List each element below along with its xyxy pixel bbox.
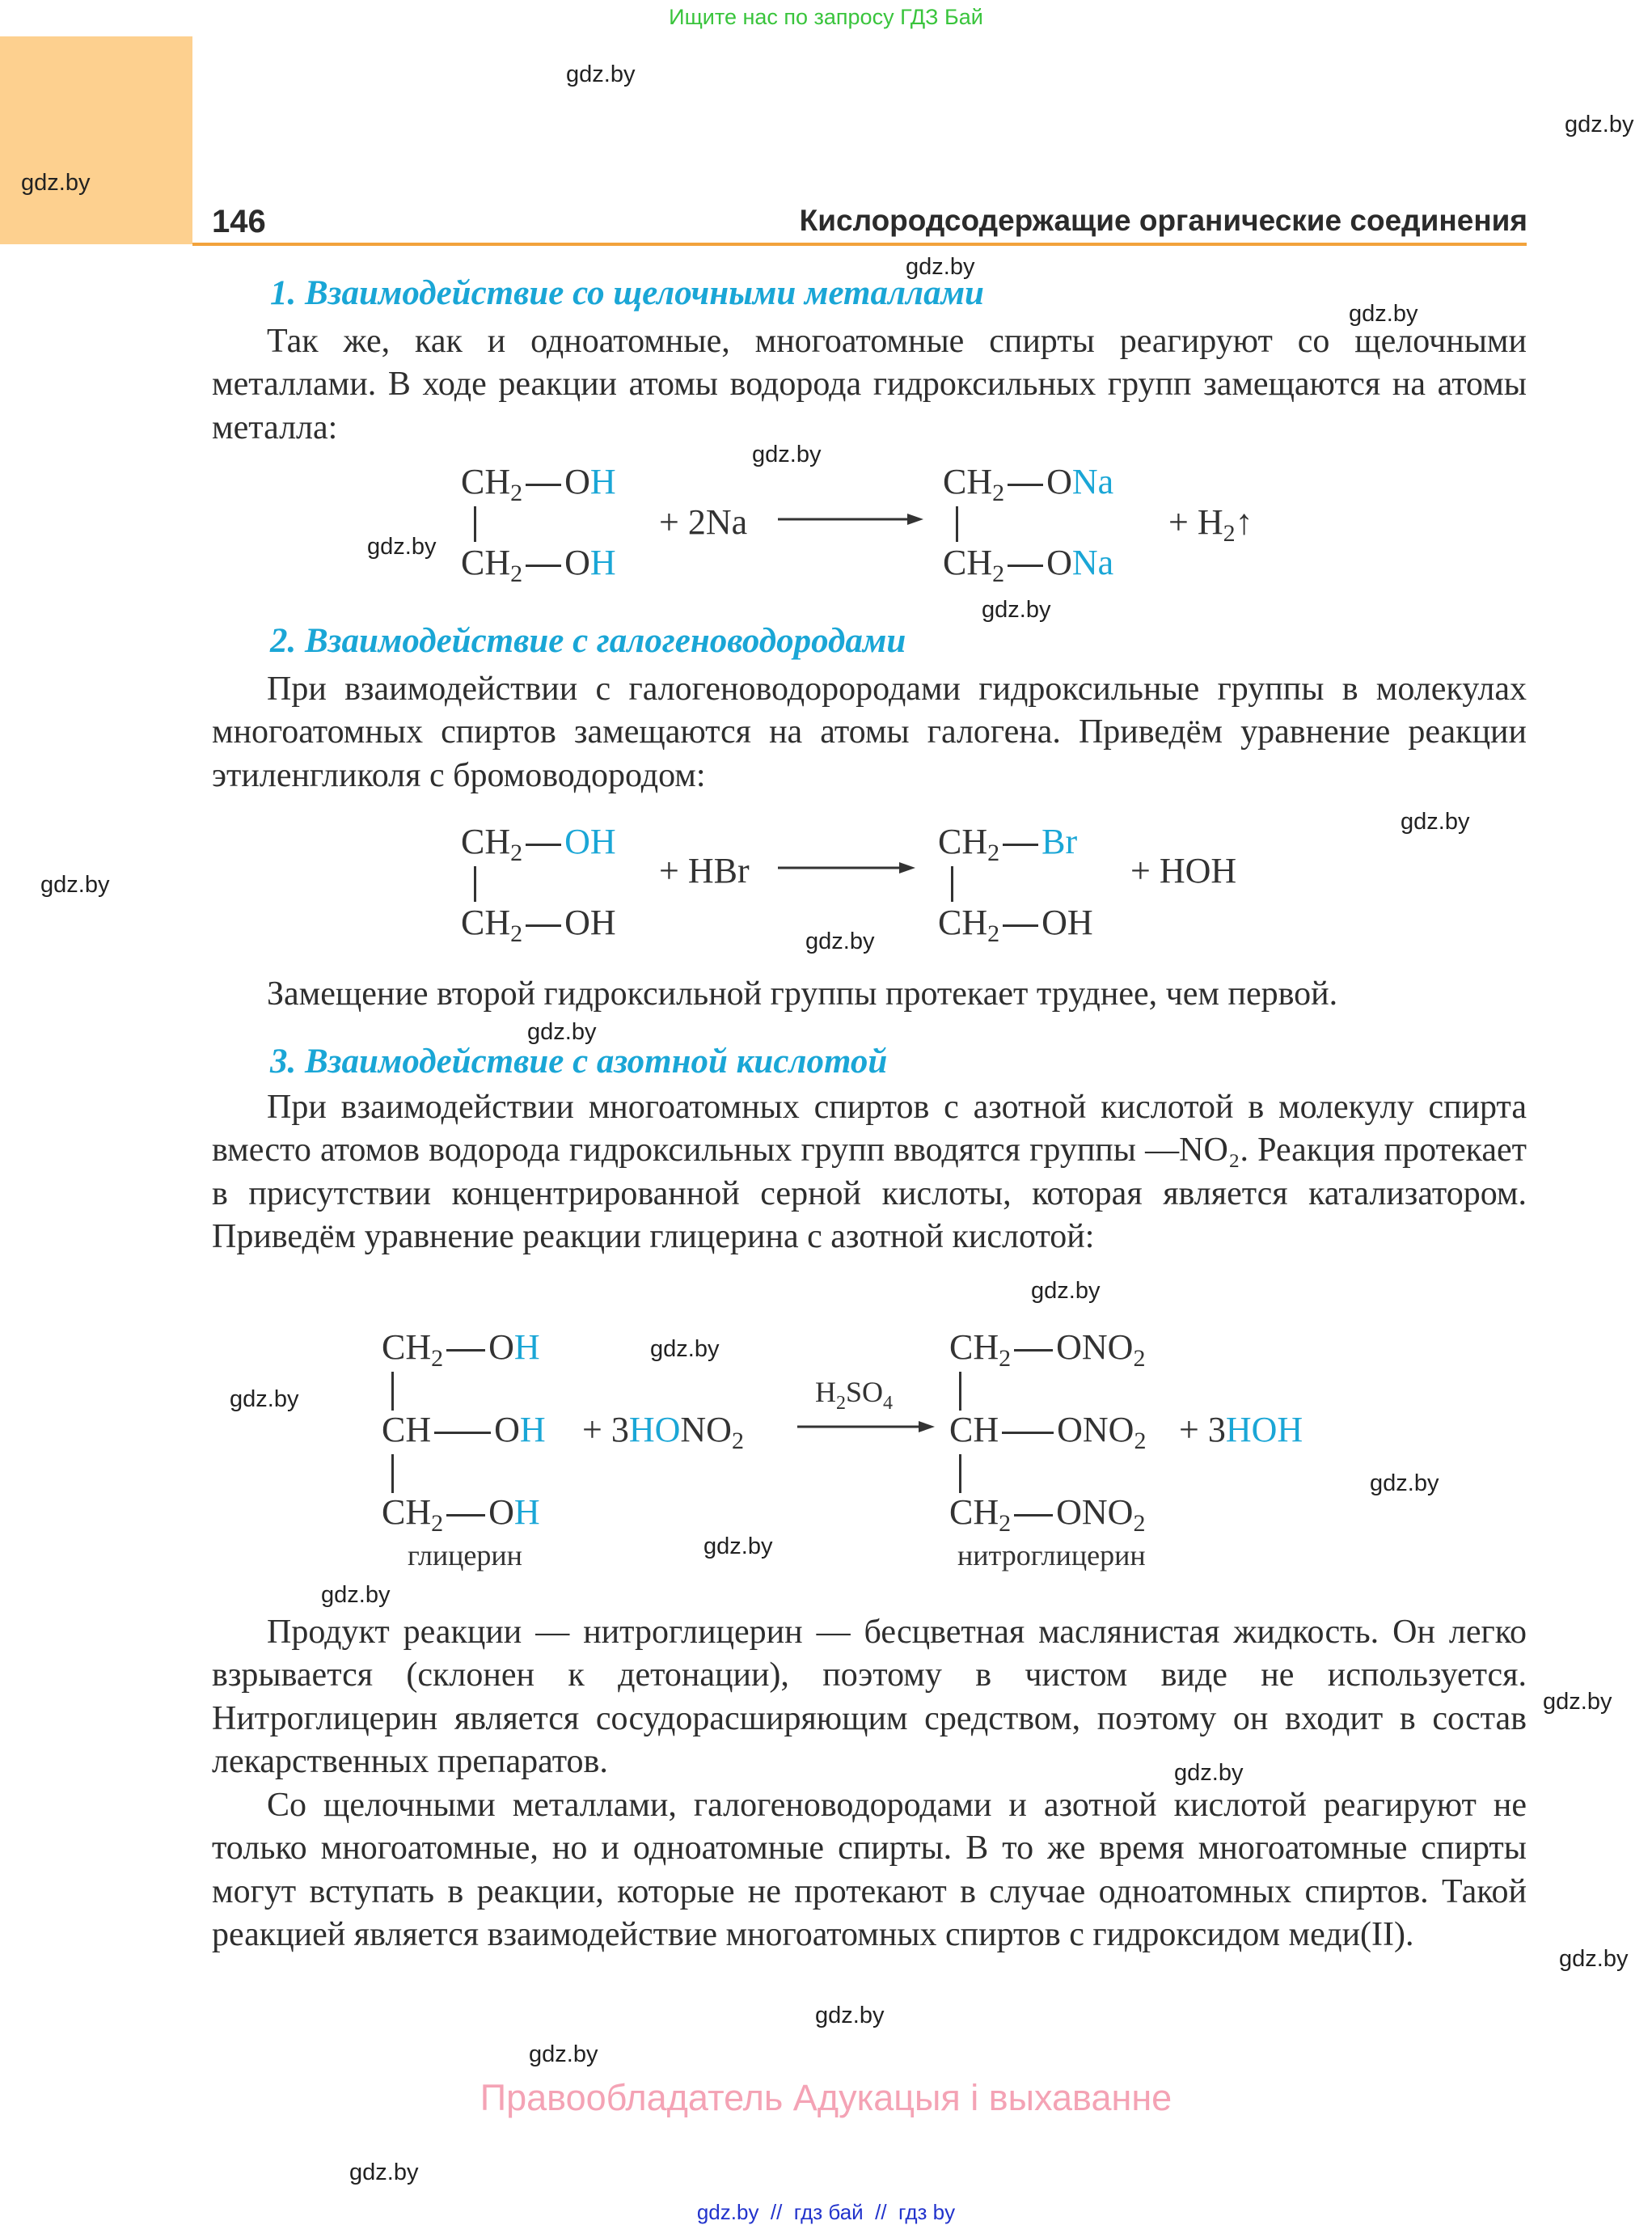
reactant-bottom: $CH_2$ OH xyxy=(461,543,616,587)
watermark: gdz.by xyxy=(703,1533,773,1559)
reagent-na: + 2Na xyxy=(659,502,748,542)
rights-holder: Правообладатель Адукацыя і выхаванне xyxy=(480,2077,1172,2118)
top-banner: Ищите нас по запросу ГДЗ Бай xyxy=(669,5,983,29)
paragraph-text: При взаимодействии многоатомных спиртов с азотной кислотой в молекулу спирта вместо атомов водорода гидроксильных групп вводятся группы —NO₂. Реакция протекает в присутствии концентрированной серной кислоты, которая является катализатором. Приведём уравнение реакции глицерина с азотной кислотой: xyxy=(212,1089,1527,1255)
byproduct-water: + 3HOH xyxy=(1179,1410,1303,1449)
reaction-2 xyxy=(461,821,1270,950)
watermark: gdz.by xyxy=(529,2041,598,2067)
page-title: Кислородсодержащие органические соединения xyxy=(799,204,1527,237)
reagent-nitric-acid: + $3HONO_2$ xyxy=(582,1410,744,1454)
nitroglycerin-c2: CH $ONO_2$ xyxy=(949,1410,1147,1454)
nitroglycerin-c3: $CH_2$ $ONO_2$ xyxy=(949,1492,1146,1537)
catalyst-h2so4: $H_2SO_4$ xyxy=(815,1376,894,1414)
watermark: gdz.by xyxy=(815,2003,885,2028)
paragraph-text: Со щелочными металлами, галогеноводородами и азотной кислотой реагируют не только многоатомные, но и одноатомные спирты. В то же время многоатомные спирты могут вступать в реакции, которые не протекают в случае одноатомных спиртов. Такой реакцией является взаимодействие многоатомных спиртов с гидроксидом меди(II). xyxy=(212,1787,1527,1953)
watermark: gdz.by xyxy=(1349,301,1418,327)
paragraph-text: Продукт реакции — нитроглицерин — бесцветная маслянистая жидкость. Он легко взрывается (склонен к детонации), поэтому в чистом виде не используется. Нитроглицерин является сосудорасширяющим средством, поэтому он входит в состав лекарственных препаратов. xyxy=(212,1614,1527,1780)
watermark: gdz.by xyxy=(367,534,437,560)
header-rule xyxy=(192,243,1527,246)
reaction-arrow xyxy=(797,1419,935,1435)
reaction-note: Замещение второй гидроксильной группы протекает труднее, чем первой. xyxy=(267,975,1338,1013)
watermark: gdz.by xyxy=(650,1336,720,1362)
watermark: gdz.by xyxy=(1370,1470,1439,1496)
product-bottom: $CH_2$ ONa xyxy=(943,543,1114,587)
watermark: gdz.by xyxy=(982,597,1051,623)
section-paragraph-3 xyxy=(212,1086,1527,1258)
label-nitroglycerin: нитроглицерин xyxy=(957,1539,1146,1571)
glycerin-c1: $CH_2$ OH xyxy=(382,1327,540,1372)
reaction-3 xyxy=(382,1326,1352,1585)
watermark: gdz.by xyxy=(1174,1760,1244,1786)
watermark: gdz.by xyxy=(321,1582,391,1608)
reagent-hbr: + HBr xyxy=(659,851,750,890)
watermark: gdz.by xyxy=(527,1019,597,1045)
bottom-links-text[interactable]: gdz.by // гдз бай // гдз by xyxy=(696,2200,956,2224)
closing-paragraph-2 xyxy=(212,1784,1527,1956)
page-number: 146 xyxy=(212,204,266,239)
watermark: gdz.by xyxy=(1401,809,1470,835)
watermark: gdz.by xyxy=(1031,1278,1101,1304)
glycol-top: $CH_2$ OH xyxy=(461,822,616,866)
nitroglycerin-c1: $CH_2$ $ONO_2$ xyxy=(949,1327,1146,1372)
reaction-arrow xyxy=(778,860,915,876)
bromo-bottom: $CH_2$ OH xyxy=(938,903,1093,947)
watermark: gdz.by xyxy=(349,2159,419,2185)
watermark: gdz.by xyxy=(752,442,822,467)
section-heading-3: 3. Взаимодействие с азотной кислотой xyxy=(270,1043,888,1081)
reactant-top: $CH_2$ OH xyxy=(461,462,616,506)
glycerin-c3: $CH_2$ OH xyxy=(382,1492,540,1537)
watermark: gdz.by xyxy=(1565,112,1634,137)
closing-paragraph-1 xyxy=(212,1611,1527,1783)
product-top: $CH_2$ ONa xyxy=(943,462,1114,506)
label-glycerin: глицерин xyxy=(408,1539,522,1571)
hydrogen-gas: + $H_2↑$ xyxy=(1168,502,1253,547)
bromo-top: $CH_2$ Br xyxy=(938,822,1078,866)
watermark: gdz.by xyxy=(40,872,110,898)
reaction-arrow xyxy=(778,511,923,527)
watermark: gdz.by xyxy=(805,928,875,954)
section-paragraph-2 xyxy=(212,668,1527,797)
orange-tab xyxy=(0,36,192,244)
reaction-1 xyxy=(461,461,1270,590)
watermark: gdz.by xyxy=(1559,1946,1629,1972)
section-heading-2: 2. Взаимодействие с галогеноводородами xyxy=(270,622,906,660)
watermark: gdz.by xyxy=(230,1386,299,1412)
glycol-bottom: $CH_2$ OH xyxy=(461,903,616,947)
watermark: gdz.by xyxy=(566,61,636,87)
bottom-links[interactable] xyxy=(0,2200,1652,2225)
section-heading-1: 1. Взаимодействие со щелочными металлами xyxy=(270,274,984,312)
watermark: gdz.by xyxy=(21,170,91,196)
byproduct-water: + HOH xyxy=(1130,851,1237,890)
glycerin-c2: CH OH xyxy=(382,1410,546,1449)
watermark: gdz.by xyxy=(1543,1689,1612,1715)
paragraph-text: Так же, как и одноатомные, многоатомные спирты реагируют со щелочными металлами. В ходе реакции атомы водорода гидроксильных групп замещаются на атомы металла: xyxy=(212,323,1527,446)
paragraph-text: При взаимодействии с галогеноводорородами гидроксильные группы в молекулах многоатомных спиртов замещаются на атомы галогена. Приведём уравнение реакции этиленгликоля с бромоводородом: xyxy=(212,670,1527,794)
section-paragraph-1 xyxy=(212,320,1527,450)
watermark: gdz.by xyxy=(906,254,975,280)
